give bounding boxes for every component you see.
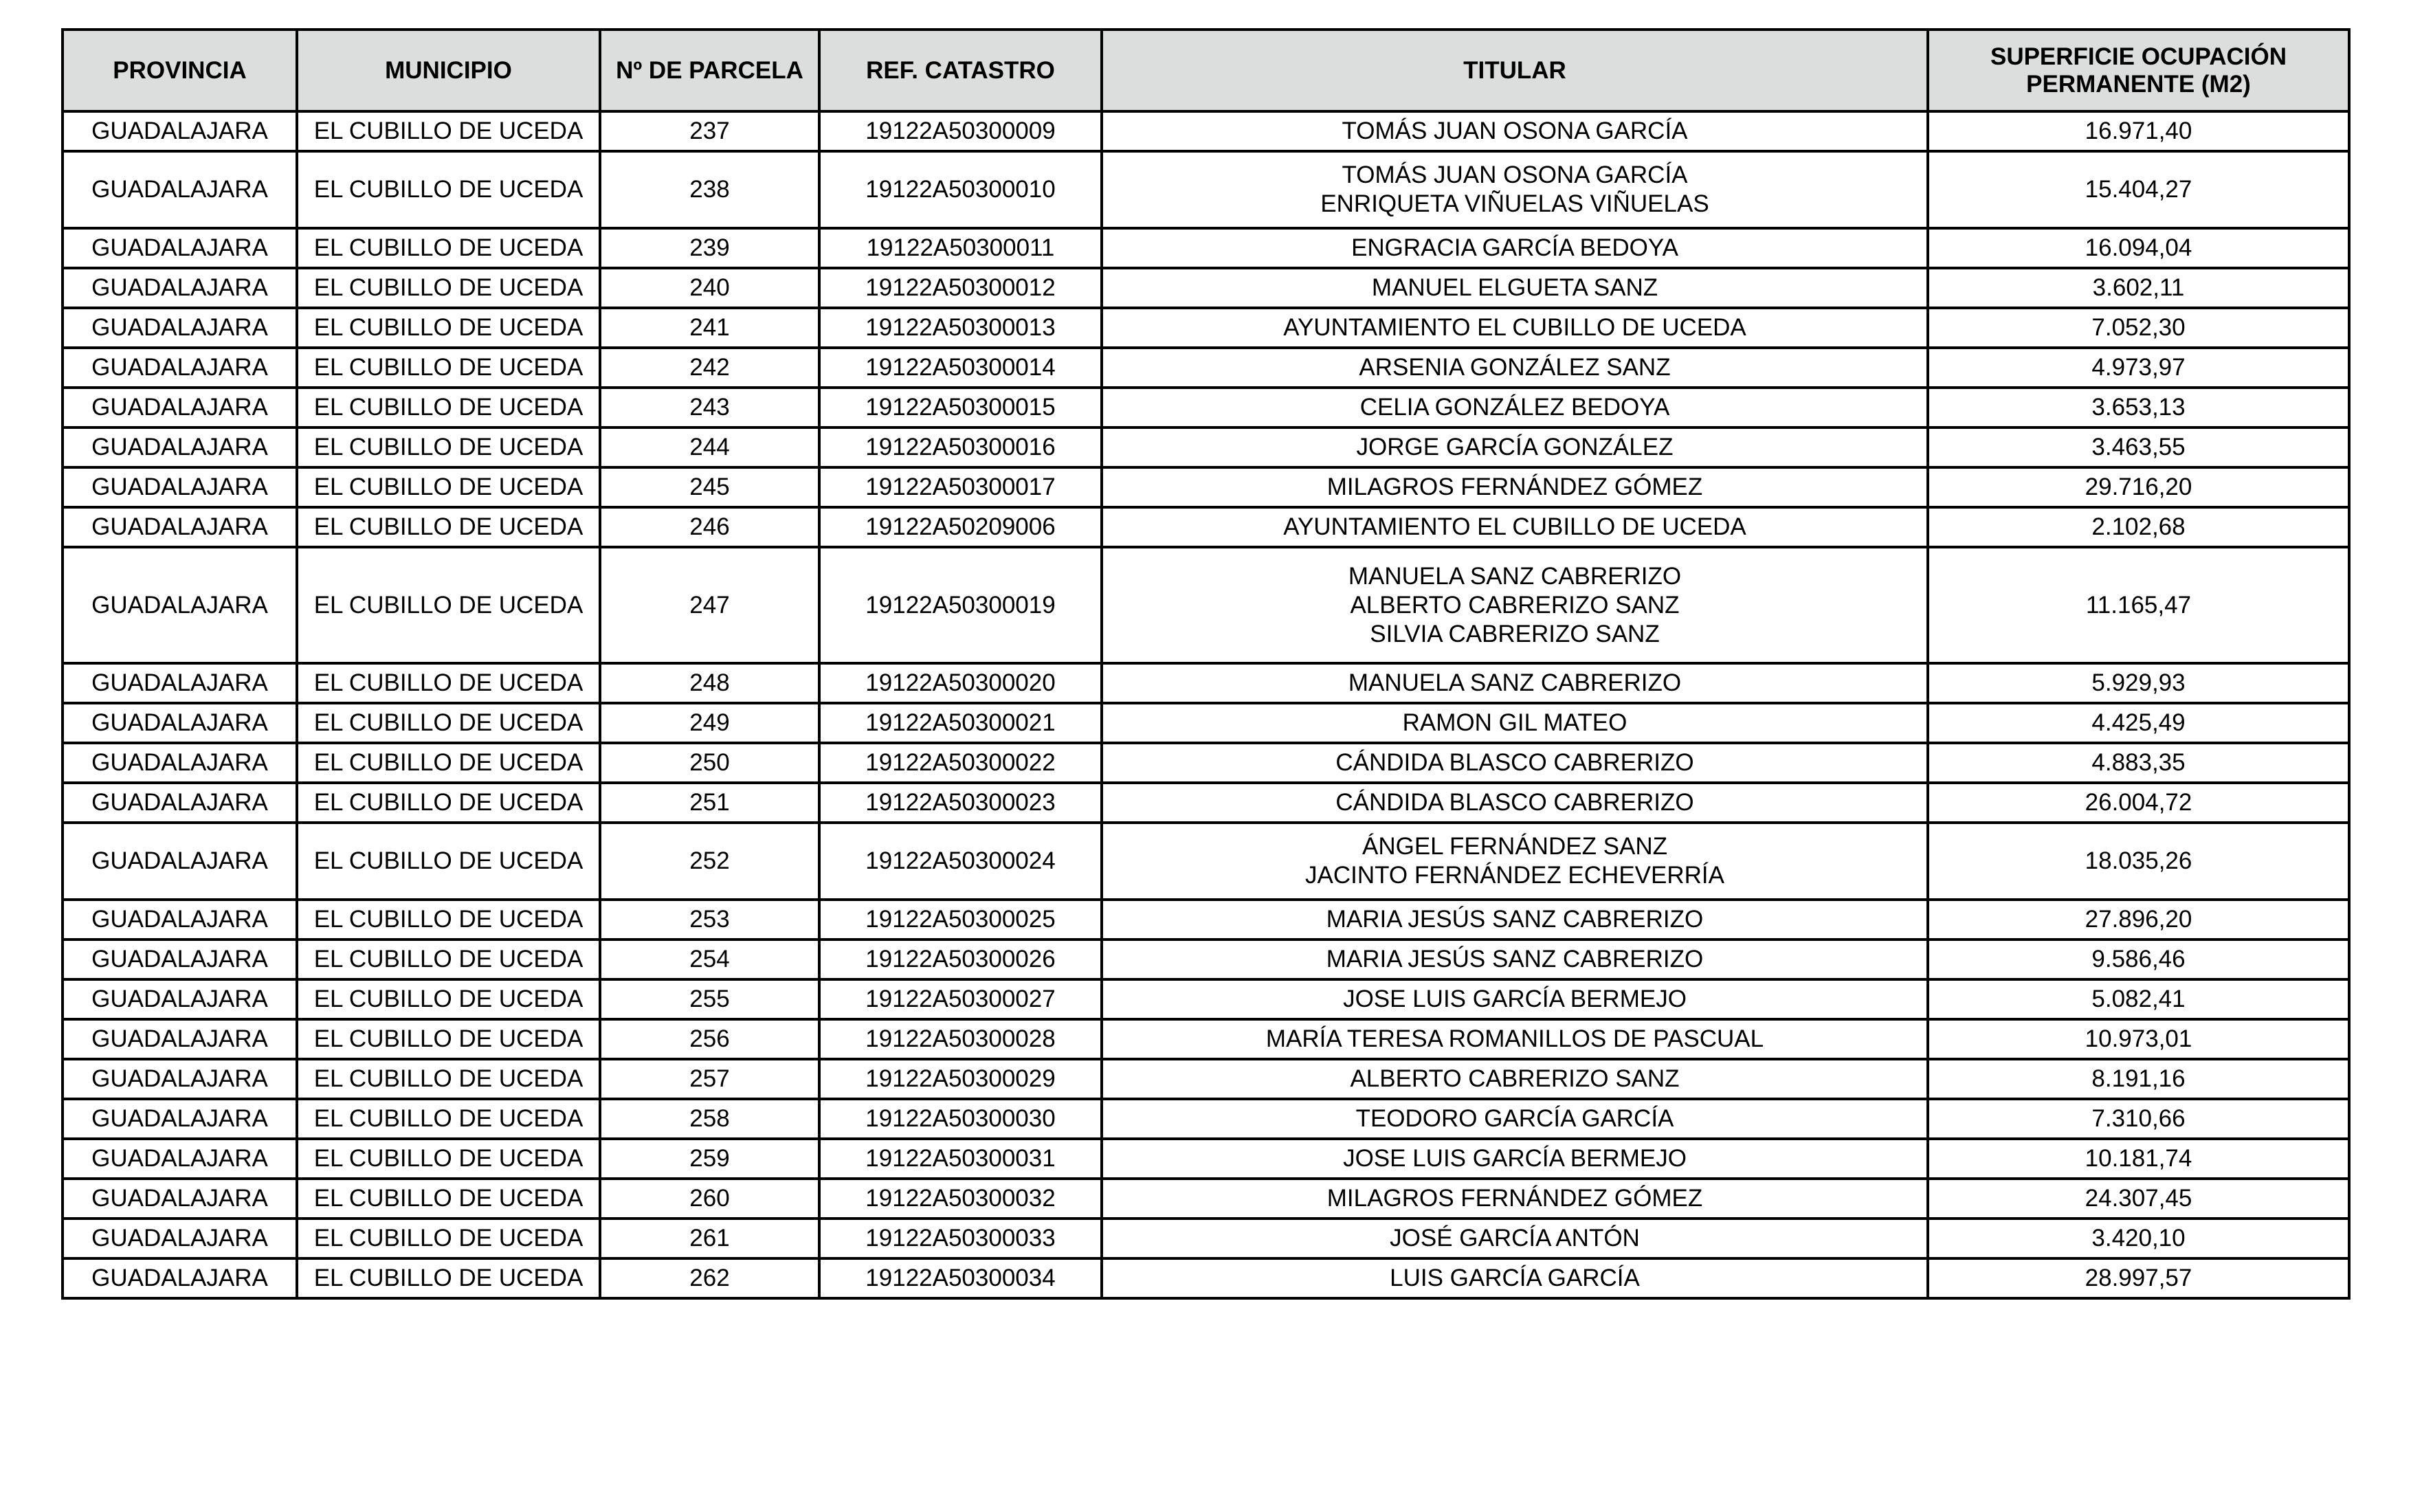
cell-superficie: 16.971,40	[1928, 111, 2349, 151]
cell-parcela: 254	[600, 940, 819, 979]
table-row	[63, 507, 2349, 547]
cell-titular	[1102, 348, 1928, 388]
cell-provincia: GUADALAJARA	[63, 823, 297, 900]
cell-ref-catastro: 19122A50300016	[819, 427, 1102, 467]
cell-superficie: 15.404,27	[1928, 151, 2349, 228]
table-row	[63, 1019, 2349, 1059]
cell-ref-catastro: 19122A50300033	[819, 1219, 1102, 1258]
cell-superficie: 27.896,20	[1928, 900, 2349, 940]
cell-parcela: 245	[600, 467, 819, 507]
cell-provincia: GUADALAJARA	[63, 268, 297, 308]
cell-ref-catastro: 19122A50300011	[819, 228, 1102, 268]
titular-name: LUIS GARCÍA GARCÍA	[1390, 1265, 1640, 1291]
cell-titular	[1102, 388, 1928, 427]
cell-ref-catastro: 19122A50300026	[819, 940, 1102, 979]
cell-parcela: 240	[600, 268, 819, 308]
cell-ref-catastro: 19122A50300012	[819, 268, 1102, 308]
document-sheet	[61, 28, 2351, 1300]
cell-municipio: EL CUBILLO DE UCEDA	[297, 111, 600, 151]
titular-name: TEODORO GARCÍA GARCÍA	[1355, 1105, 1674, 1132]
cell-titular	[1102, 1258, 1928, 1298]
cell-titular	[1102, 900, 1928, 940]
titular-name: MANUELA SANZ CABRERIZO	[1348, 669, 1682, 696]
cell-parcela: 258	[600, 1099, 819, 1139]
cell-parcela: 257	[600, 1059, 819, 1099]
table-row	[63, 823, 2349, 900]
cell-superficie: 4.973,97	[1928, 348, 2349, 388]
cell-parcela: 252	[600, 823, 819, 900]
header-superficie-line2: PERMANENTE (M2)	[2026, 70, 2251, 98]
titular-name: MILAGROS FERNÁNDEZ GÓMEZ	[1326, 1185, 1703, 1212]
cell-parcela: 259	[600, 1139, 819, 1179]
cell-provincia: GUADALAJARA	[63, 507, 297, 547]
cell-superficie: 29.716,20	[1928, 467, 2349, 507]
cell-titular	[1102, 151, 1928, 228]
cell-parcela: 255	[600, 979, 819, 1019]
cell-ref-catastro: 19122A50300019	[819, 547, 1102, 663]
cell-municipio: EL CUBILLO DE UCEDA	[297, 308, 600, 348]
titular-name: RAMON GIL MATEO	[1402, 709, 1627, 736]
cell-parcela: 251	[600, 783, 819, 823]
cell-ref-catastro: 19122A50300020	[819, 663, 1102, 703]
cell-municipio: EL CUBILLO DE UCEDA	[297, 388, 600, 427]
cell-municipio: EL CUBILLO DE UCEDA	[297, 703, 600, 743]
cell-municipio: EL CUBILLO DE UCEDA	[297, 507, 600, 547]
cell-provincia: GUADALAJARA	[63, 1258, 297, 1298]
cell-ref-catastro: 19122A50300028	[819, 1019, 1102, 1059]
cell-municipio: EL CUBILLO DE UCEDA	[297, 228, 600, 268]
titular-name: TOMÁS JUAN OSONA GARCÍA	[1342, 118, 1688, 144]
cell-superficie: 26.004,72	[1928, 783, 2349, 823]
table-row	[63, 151, 2349, 228]
cell-titular	[1102, 663, 1928, 703]
titular-name: SILVIA CABRERIZO SANZ	[1370, 620, 1660, 647]
cell-titular	[1102, 427, 1928, 467]
cell-parcela: 239	[600, 228, 819, 268]
cell-municipio: EL CUBILLO DE UCEDA	[297, 900, 600, 940]
cell-provincia: GUADALAJARA	[63, 663, 297, 703]
titular-name: MARIA JESÚS SANZ CABRERIZO	[1326, 906, 1704, 933]
table-row	[63, 1099, 2349, 1139]
table-row	[63, 547, 2349, 663]
cell-municipio: EL CUBILLO DE UCEDA	[297, 979, 600, 1019]
table-row	[63, 1219, 2349, 1258]
cell-ref-catastro: 19122A50300022	[819, 743, 1102, 783]
cell-titular	[1102, 547, 1928, 663]
table-row	[63, 348, 2349, 388]
titular-name: MILAGROS FERNÁNDEZ GÓMEZ	[1326, 474, 1703, 500]
cell-titular	[1102, 111, 1928, 151]
cell-ref-catastro: 19122A50209006	[819, 507, 1102, 547]
table-row	[63, 1059, 2349, 1099]
cell-titular	[1102, 1179, 1928, 1219]
titular-name: ENGRACIA GARCÍA BEDOYA	[1351, 234, 1678, 261]
cell-parcela: 253	[600, 900, 819, 940]
cell-superficie: 3.463,55	[1928, 427, 2349, 467]
cell-parcela: 244	[600, 427, 819, 467]
cell-titular	[1102, 507, 1928, 547]
cell-superficie: 7.052,30	[1928, 308, 2349, 348]
table-row	[63, 268, 2349, 308]
cell-municipio: EL CUBILLO DE UCEDA	[297, 427, 600, 467]
cell-municipio: EL CUBILLO DE UCEDA	[297, 348, 600, 388]
cell-ref-catastro: 19122A50300032	[819, 1179, 1102, 1219]
titular-name: MANUELA SANZ CABRERIZO	[1348, 562, 1682, 590]
cell-provincia: GUADALAJARA	[63, 900, 297, 940]
cell-titular	[1102, 940, 1928, 979]
titular-name: MANUEL ELGUETA SANZ	[1371, 274, 1658, 301]
header-titular: TITULAR	[1102, 30, 1928, 111]
cell-municipio: EL CUBILLO DE UCEDA	[297, 663, 600, 703]
cell-municipio: EL CUBILLO DE UCEDA	[297, 1219, 600, 1258]
cell-superficie: 7.310,66	[1928, 1099, 2349, 1139]
cell-provincia: GUADALAJARA	[63, 547, 297, 663]
cell-municipio: EL CUBILLO DE UCEDA	[297, 1059, 600, 1099]
header-ref-catastro: REF. CATASTRO	[819, 30, 1102, 111]
cell-provincia: GUADALAJARA	[63, 427, 297, 467]
cell-parcela: 243	[600, 388, 819, 427]
cell-superficie: 3.653,13	[1928, 388, 2349, 427]
cell-ref-catastro: 19122A50300021	[819, 703, 1102, 743]
cell-provincia: GUADALAJARA	[63, 1099, 297, 1139]
cell-provincia: GUADALAJARA	[63, 1059, 297, 1099]
cell-titular	[1102, 743, 1928, 783]
cell-municipio: EL CUBILLO DE UCEDA	[297, 1139, 600, 1179]
cell-parcela: 241	[600, 308, 819, 348]
table-row	[63, 783, 2349, 823]
titular-name: AYUNTAMIENTO EL CUBILLO DE UCEDA	[1283, 314, 1746, 341]
cell-superficie: 3.420,10	[1928, 1219, 2349, 1258]
cell-titular	[1102, 1139, 1928, 1179]
cell-provincia: GUADALAJARA	[63, 1139, 297, 1179]
cell-parcela: 249	[600, 703, 819, 743]
cell-municipio: EL CUBILLO DE UCEDA	[297, 1019, 600, 1059]
cell-titular	[1102, 703, 1928, 743]
cell-municipio: EL CUBILLO DE UCEDA	[297, 823, 600, 900]
table-row	[63, 743, 2349, 783]
titular-name: TOMÁS JUAN OSONA GARCÍA	[1342, 162, 1688, 188]
cell-municipio: EL CUBILLO DE UCEDA	[297, 268, 600, 308]
cell-ref-catastro: 19122A50300009	[819, 111, 1102, 151]
table-row	[63, 308, 2349, 348]
cell-municipio: EL CUBILLO DE UCEDA	[297, 940, 600, 979]
cell-parcela: 248	[600, 663, 819, 703]
cell-provincia: GUADALAJARA	[63, 348, 297, 388]
cell-provincia: GUADALAJARA	[63, 308, 297, 348]
table-row	[63, 663, 2349, 703]
cell-superficie: 28.997,57	[1928, 1258, 2349, 1298]
cell-titular	[1102, 308, 1928, 348]
cell-titular	[1102, 823, 1928, 900]
table-header	[63, 30, 2349, 111]
cell-superficie: 9.586,46	[1928, 940, 2349, 979]
cell-municipio: EL CUBILLO DE UCEDA	[297, 1099, 600, 1139]
cell-provincia: GUADALAJARA	[63, 940, 297, 979]
cell-municipio: EL CUBILLO DE UCEDA	[297, 467, 600, 507]
table-row	[63, 388, 2349, 427]
cell-municipio: EL CUBILLO DE UCEDA	[297, 743, 600, 783]
cell-parcela: 247	[600, 547, 819, 663]
cell-provincia: GUADALAJARA	[63, 111, 297, 151]
cell-ref-catastro: 19122A50300013	[819, 308, 1102, 348]
cell-superficie: 16.094,04	[1928, 228, 2349, 268]
cell-ref-catastro: 19122A50300017	[819, 467, 1102, 507]
table-row	[63, 1179, 2349, 1219]
titular-name: JORGE GARCÍA GONZÁLEZ	[1356, 434, 1674, 460]
cell-ref-catastro: 19122A50300025	[819, 900, 1102, 940]
cell-provincia: GUADALAJARA	[63, 1019, 297, 1059]
cell-provincia: GUADALAJARA	[63, 1179, 297, 1219]
cell-provincia: GUADALAJARA	[63, 1219, 297, 1258]
cell-superficie: 2.102,68	[1928, 507, 2349, 547]
cell-titular	[1102, 783, 1928, 823]
table-row	[63, 427, 2349, 467]
cell-ref-catastro: 19122A50300027	[819, 979, 1102, 1019]
titular-name: AYUNTAMIENTO EL CUBILLO DE UCEDA	[1283, 513, 1746, 540]
cell-superficie: 10.973,01	[1928, 1019, 2349, 1059]
cell-parcela: 250	[600, 743, 819, 783]
header-row	[63, 30, 2349, 111]
titular-name: CÁNDIDA BLASCO CABRERIZO	[1335, 789, 1694, 816]
header-parcela: Nº DE PARCELA	[600, 30, 819, 111]
cell-ref-catastro: 19122A50300030	[819, 1099, 1102, 1139]
table-row	[63, 940, 2349, 979]
cell-superficie: 5.929,93	[1928, 663, 2349, 703]
cell-titular	[1102, 979, 1928, 1019]
cell-provincia: GUADALAJARA	[63, 467, 297, 507]
table-row	[63, 979, 2349, 1019]
titular-name: ENRIQUETA VIÑUELAS VIÑUELAS	[1320, 190, 1709, 217]
cell-titular	[1102, 1219, 1928, 1258]
cell-ref-catastro: 19122A50300034	[819, 1258, 1102, 1298]
cell-municipio: EL CUBILLO DE UCEDA	[297, 1179, 600, 1219]
cell-municipio: EL CUBILLO DE UCEDA	[297, 151, 600, 228]
cell-titular	[1102, 1019, 1928, 1059]
table-row	[63, 1258, 2349, 1298]
cell-titular	[1102, 1099, 1928, 1139]
titular-name: JOSÉ GARCÍA ANTÓN	[1390, 1225, 1640, 1252]
header-superficie-line1: SUPERFICIE OCUPACIÓN	[1990, 43, 2287, 70]
cell-superficie: 8.191,16	[1928, 1059, 2349, 1099]
titular-name: ÁNGEL FERNÁNDEZ SANZ	[1362, 833, 1668, 860]
titular-name: JACINTO FERNÁNDEZ ECHEVERRÍA	[1305, 862, 1724, 889]
table-row	[63, 111, 2349, 151]
cell-parcela: 238	[600, 151, 819, 228]
cell-parcela: 237	[600, 111, 819, 151]
titular-name: ALBERTO CABRERIZO SANZ	[1350, 1065, 1680, 1092]
table-row	[63, 900, 2349, 940]
cell-titular	[1102, 268, 1928, 308]
titular-name: ARSENIA GONZÁLEZ SANZ	[1359, 354, 1671, 381]
cell-titular	[1102, 1059, 1928, 1099]
cell-superficie: 18.035,26	[1928, 823, 2349, 900]
titular-name: MARÍA TERESA ROMANILLOS DE PASCUAL	[1265, 1025, 1764, 1052]
cell-parcela: 260	[600, 1179, 819, 1219]
cell-ref-catastro: 19122A50300010	[819, 151, 1102, 228]
cell-titular	[1102, 228, 1928, 268]
cell-ref-catastro: 19122A50300031	[819, 1139, 1102, 1179]
cell-parcela: 246	[600, 507, 819, 547]
cell-provincia: GUADALAJARA	[63, 979, 297, 1019]
table-row	[63, 1139, 2349, 1179]
cell-provincia: GUADALAJARA	[63, 743, 297, 783]
cell-ref-catastro: 19122A50300029	[819, 1059, 1102, 1099]
titular-name: CÁNDIDA BLASCO CABRERIZO	[1335, 749, 1694, 776]
cell-provincia: GUADALAJARA	[63, 228, 297, 268]
titular-name: CELIA GONZÁLEZ BEDOYA	[1359, 394, 1670, 421]
cell-ref-catastro: 19122A50300014	[819, 348, 1102, 388]
cell-superficie: 5.082,41	[1928, 979, 2349, 1019]
cell-superficie: 10.181,74	[1928, 1139, 2349, 1179]
parcel-table	[61, 28, 2351, 1300]
titular-name: JOSE LUIS GARCÍA BERMEJO	[1343, 1145, 1687, 1172]
cell-parcela: 261	[600, 1219, 819, 1258]
cell-provincia: GUADALAJARA	[63, 151, 297, 228]
cell-provincia: GUADALAJARA	[63, 388, 297, 427]
cell-superficie: 3.602,11	[1928, 268, 2349, 308]
titular-name: ALBERTO CABRERIZO SANZ	[1350, 591, 1680, 619]
cell-municipio: EL CUBILLO DE UCEDA	[297, 1258, 600, 1298]
cell-provincia: GUADALAJARA	[63, 703, 297, 743]
table-body	[63, 111, 2349, 1298]
table-row	[63, 228, 2349, 268]
header-municipio: MUNICIPIO	[297, 30, 600, 111]
table-row	[63, 467, 2349, 507]
cell-parcela: 256	[600, 1019, 819, 1059]
cell-parcela: 262	[600, 1258, 819, 1298]
cell-superficie: 4.425,49	[1928, 703, 2349, 743]
cell-provincia: GUADALAJARA	[63, 783, 297, 823]
titular-name: MARIA JESÚS SANZ CABRERIZO	[1326, 946, 1704, 972]
header-provincia: PROVINCIA	[63, 30, 297, 111]
cell-municipio: EL CUBILLO DE UCEDA	[297, 783, 600, 823]
cell-ref-catastro: 19122A50300023	[819, 783, 1102, 823]
cell-titular	[1102, 467, 1928, 507]
cell-superficie: 24.307,45	[1928, 1179, 2349, 1219]
cell-superficie: 11.165,47	[1928, 547, 2349, 663]
cell-parcela: 242	[600, 348, 819, 388]
header-superficie	[1928, 30, 2349, 111]
cell-ref-catastro: 19122A50300015	[819, 388, 1102, 427]
table-row	[63, 703, 2349, 743]
cell-ref-catastro: 19122A50300024	[819, 823, 1102, 900]
cell-superficie: 4.883,35	[1928, 743, 2349, 783]
titular-name: JOSE LUIS GARCÍA BERMEJO	[1343, 986, 1687, 1012]
cell-municipio: EL CUBILLO DE UCEDA	[297, 547, 600, 663]
